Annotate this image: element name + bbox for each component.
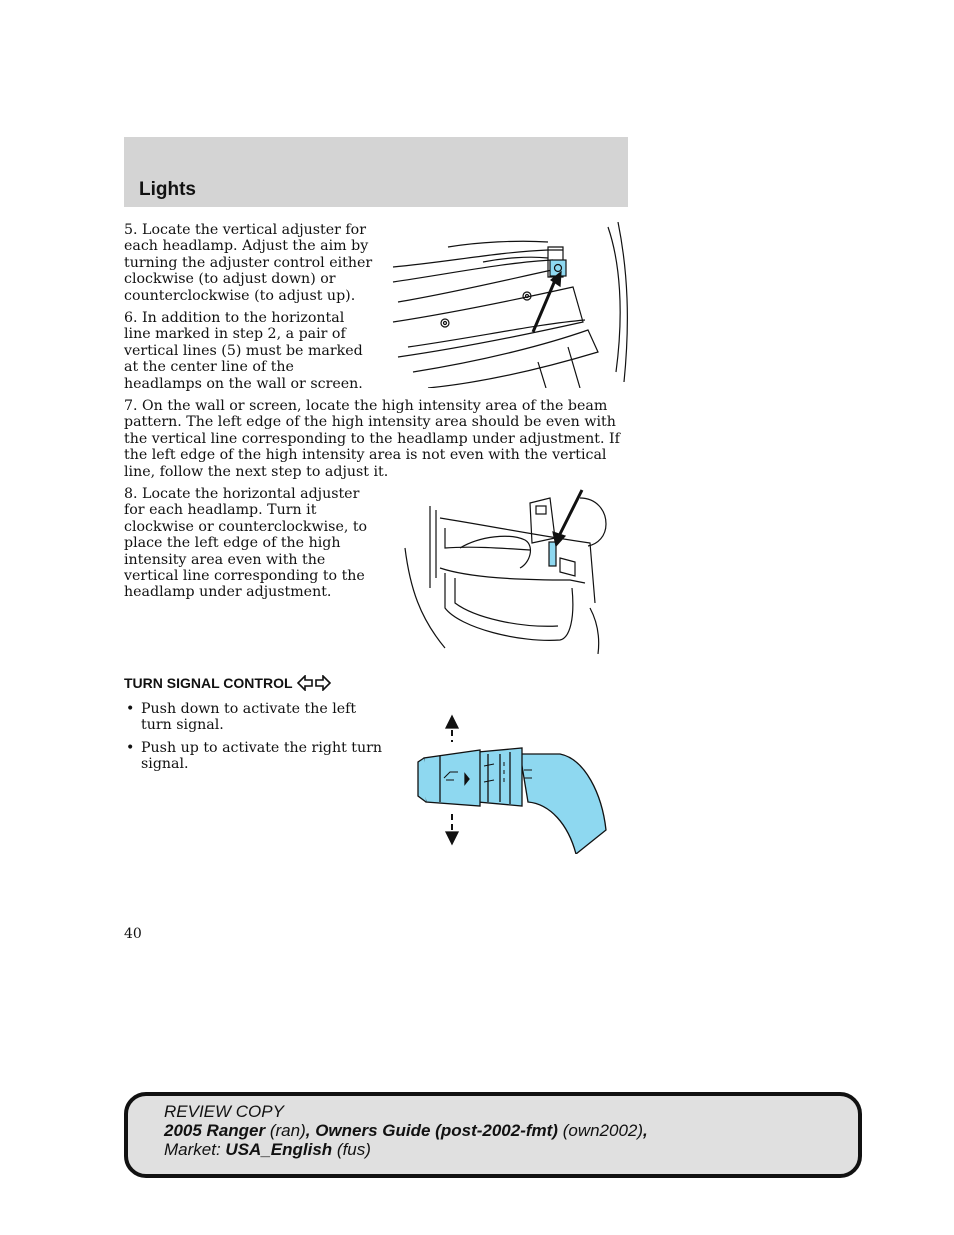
step-6-text: 6. In addition to the horizontal line marked in step 2, a pair of vertical lines (5) must be marked at the center line of the headlamps on the wall or screen. <box>124 310 363 392</box>
footer-guide: , Owners Guide (post-2002-fmt) <box>305 1121 558 1140</box>
adjuster-highlight-2 <box>549 542 556 566</box>
footer-guide-code: (own2002) <box>562 1121 644 1140</box>
section-title: Lights <box>139 179 196 200</box>
review-copy-footer <box>124 1092 862 1178</box>
turn-signal-stalk-illustration <box>410 714 610 854</box>
page-number: 40 <box>124 926 142 942</box>
list-item: • Push up to activate the right turn signal. <box>124 740 384 773</box>
step-5-text: 5. Locate the vertical adjuster for each headlamp. Adjust the aim by turning the adjuster control either clockwise (to adjust down) or counterclockwise (to adjust up). <box>124 222 373 304</box>
adjuster-highlight <box>550 260 566 276</box>
footer-review-copy: REVIEW COPY <box>164 1102 284 1121</box>
list-item: • Push down to activate the left turn signal. <box>124 701 384 734</box>
footer-market-label: Market: <box>164 1140 221 1159</box>
section-header-band <box>124 137 628 207</box>
turn-signal-instructions <box>124 701 384 779</box>
turn-signal-arrows-icon <box>297 675 331 691</box>
footer-model: 2005 Ranger <box>164 1121 266 1140</box>
vertical-adjuster-illustration <box>388 222 630 388</box>
turn-signal-heading <box>124 675 331 691</box>
horizontal-adjuster-illustration <box>400 488 610 654</box>
footer-market: USA_English <box>225 1140 333 1159</box>
footer-market-code: (fus) <box>336 1140 371 1159</box>
footer-model-code: (ran) <box>269 1121 306 1140</box>
turn-signal-heading-text: TURN SIGNAL CONTROL <box>124 675 293 691</box>
footer-comma: , <box>643 1121 648 1140</box>
step-7-text: 7. On the wall or screen, locate the high intensity area of the beam pattern. The left edge of the high intensity area should be even with the vertical line corresponding to the headlamp under adjustment. If the left edge of the high intensity area is not even with the vertical line, follow the next step to adjust it. <box>124 398 620 480</box>
step-8-text: 8. Locate the horizontal adjuster for each headlamp. Turn it clockwise or counterclockwise, to place the left edge of the high intensity area even with the vertical line corresponding to the headlamp under adjustment. <box>124 486 368 601</box>
